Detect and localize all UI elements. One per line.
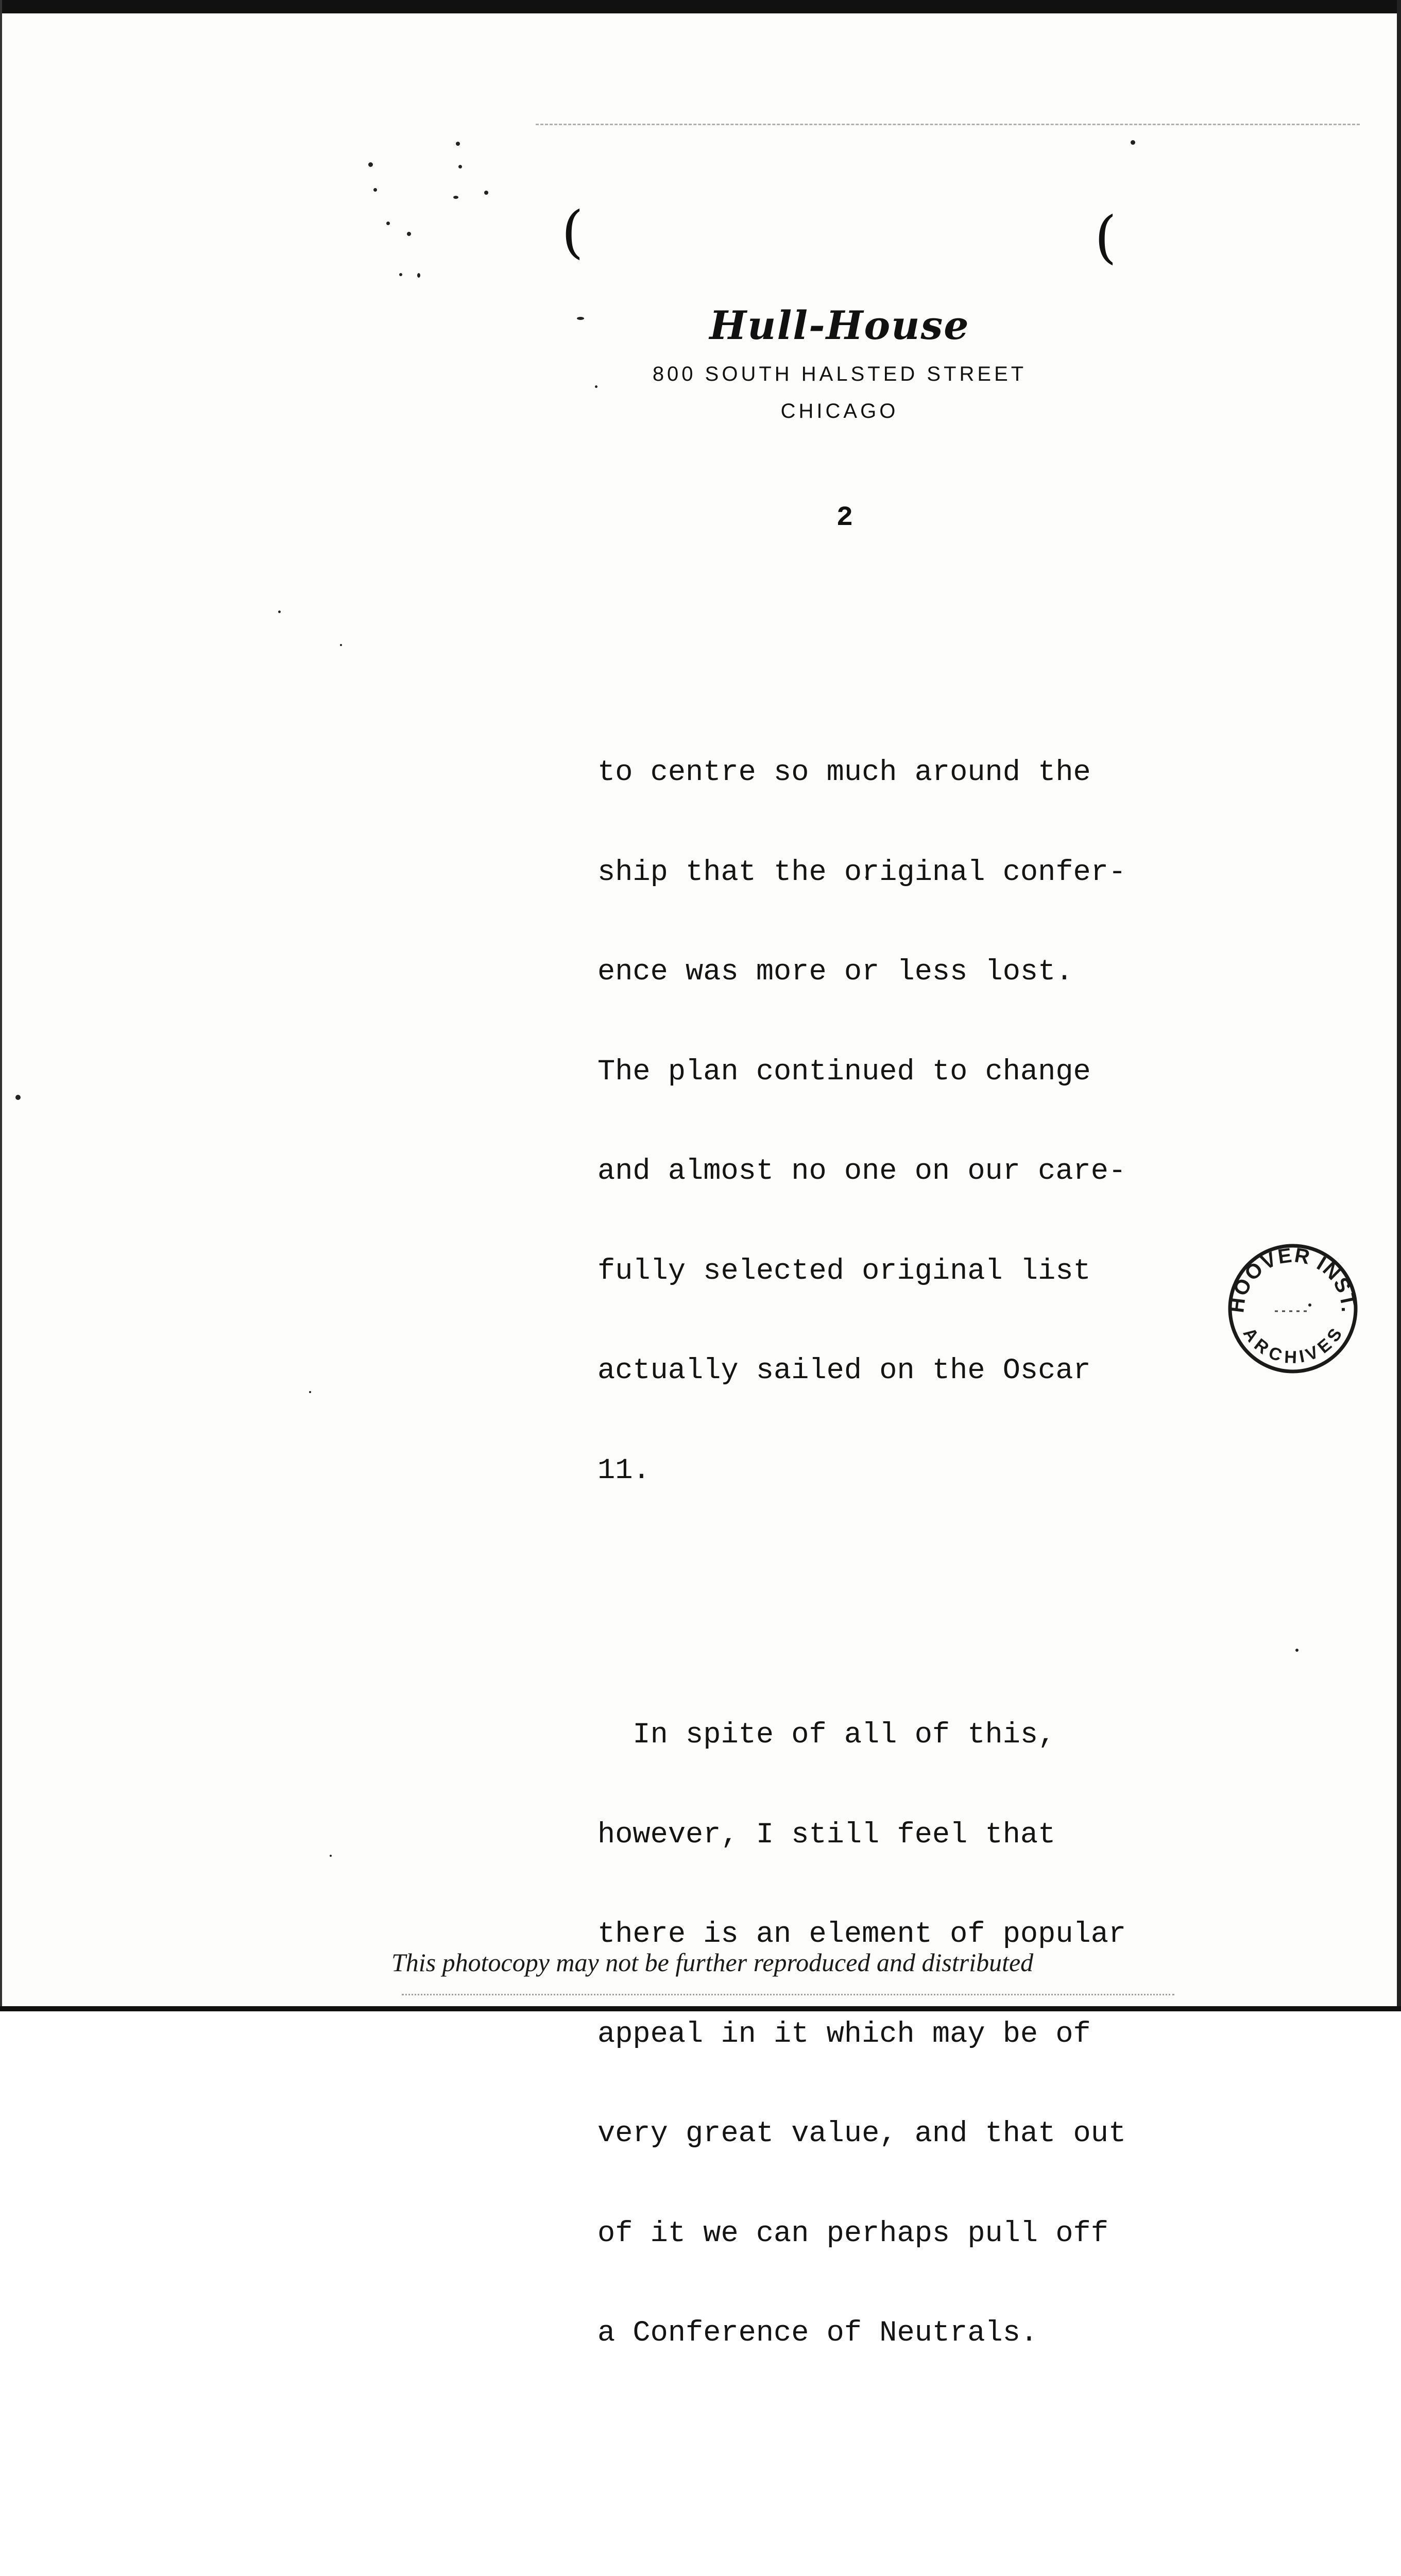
scan-left-edge <box>0 0 2 2011</box>
text-line: to centre so much around the <box>597 756 1267 790</box>
text-line: there is an element of popular <box>597 1918 1267 1952</box>
punch-hole-right-icon: ( <box>1095 209 1117 265</box>
stamp-top-text: HOOVER INST. <box>1225 1244 1360 1314</box>
text-line: fully selected original list <box>597 1255 1267 1289</box>
letterhead-name: Hull-House <box>592 304 1087 347</box>
text-line: The plan continued to change <box>597 1056 1267 1089</box>
page-number: 2 <box>814 502 876 534</box>
scan-artifact-line <box>536 124 1360 125</box>
text-line: and almost no one on our care- <box>597 1155 1267 1189</box>
letterhead-street: 800 SOUTH HALSTED STREET <box>592 363 1087 385</box>
text-line: a Conference of Neutrals. <box>597 2317 1267 2350</box>
text-line: In spite of all of this, <box>597 1719 1267 1752</box>
text-line: ship that the original confer- <box>597 856 1267 890</box>
text-line: ence was more or less lost. <box>597 956 1267 989</box>
text-line: very great value, and that out <box>597 2117 1267 2151</box>
scan-right-edge <box>1397 0 1401 2011</box>
footer-cut-line <box>402 1994 1174 1997</box>
punch-hole-left-icon: ( <box>561 204 584 260</box>
paragraph-3 <box>597 2515 1267 2576</box>
paragraph-1 <box>597 690 1267 1554</box>
letter-body <box>597 623 1267 2576</box>
letterhead-city: CHICAGO <box>592 400 1087 422</box>
text-line: 11. <box>597 1454 1267 1488</box>
stamp-bottom-text: ARCHIVES <box>1239 1324 1346 1367</box>
text-line: actually sailed on the Oscar <box>597 1354 1267 1388</box>
scan-top-edge <box>0 0 1401 13</box>
archive-stamp <box>1223 1239 1362 1378</box>
paragraph-2 <box>597 1652 1267 2417</box>
letterhead <box>592 304 1087 422</box>
text-line: of it we can perhaps pull off <box>597 2217 1267 2251</box>
photocopy-notice: This photocopy may not be further reproduced and distributed <box>391 1947 1216 1977</box>
text-line: however, I still feel that <box>597 1819 1267 1852</box>
text-line: appeal in it which may be of <box>597 2018 1267 2052</box>
